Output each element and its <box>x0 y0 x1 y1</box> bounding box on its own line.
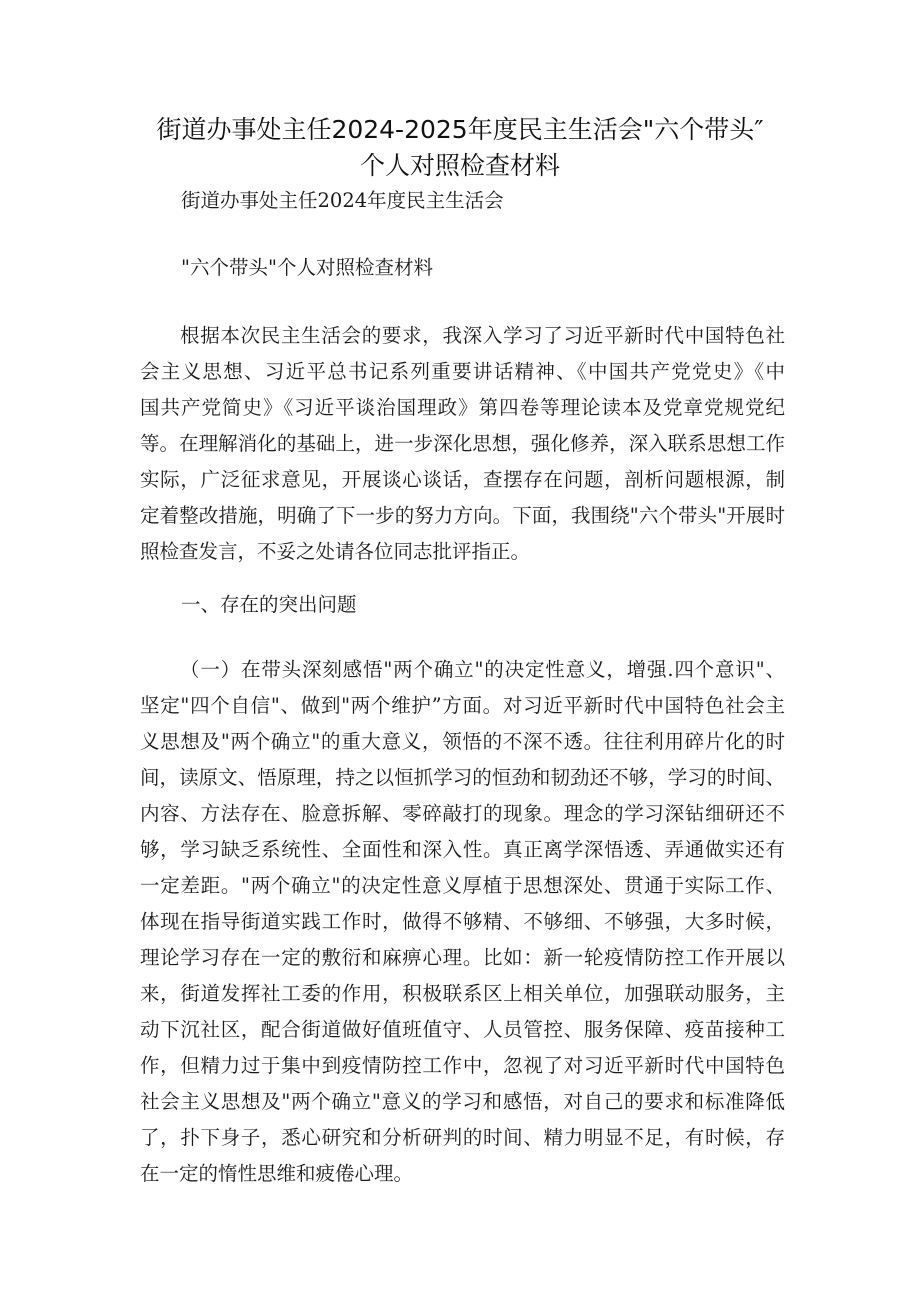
section-heading: 一、存在的突出问题 <box>181 593 357 616</box>
subsection-1-paragraph <box>140 652 785 1192</box>
subsection-line: 来，街道发挥社工委的作用，积极联系区上相关单位，加强联动服务，主 <box>140 982 785 1005</box>
intro-paragraph <box>140 318 785 570</box>
subsection-line: 够，学习缺乏系统性、全面性和深入性。真正离学深悟透、弄通做实还有 <box>140 838 785 861</box>
intro-line: 会主义思想、习近平总书记系列重要讲话精神、《中国共产党党史》《中 <box>140 360 785 383</box>
subsection-line: 间，读原文、悟原理，持之以恒抓学习的恒劲和韧劲还不够，学习的时间、 <box>140 766 785 789</box>
subsection-line: 一定差距。"两个确立"的决定性意义厚植于思想深处、贯通于实际工作、 <box>140 874 785 897</box>
intro-line: 根据本次民主生活会的要求，我深入学习了习近平新时代中国特色社 <box>180 324 785 347</box>
subsection-line: 体现在指导街道实践工作时，做得不够精、不够细、不够强，大多时候， <box>140 910 785 933</box>
subsection-line: 义思想及"两个确立"的重大意义，领悟的不深不透。往往利用碎片化的时 <box>140 730 785 753</box>
subsection-line: 在一定的惰性思维和疲倦心理。 <box>140 1162 414 1185</box>
subsection-line: 作，但精力过于集中到疫情防控工作中，忽视了对习近平新时代中国特色 <box>140 1054 785 1077</box>
intro-line: 实际，广泛征求意见，开展谈心谈话，查摆存在问题，剖析问题根源，制 <box>140 468 785 491</box>
document-title-line-1: 街道办事处主任2024-2025年度民主生活会"六个带头″ <box>156 115 764 144</box>
intro-line: 照检查发言，不妥之处请各位同志批评指正。 <box>140 540 531 563</box>
subsection-line: 理论学习存在一定的敷衍和麻痹心理。比如：新一轮疫情防控工作开展以 <box>140 946 785 969</box>
subsection-line: 内容、方法存在、脸意拆解、零碎敲打的现象。理念的学习深钻细研还不 <box>140 802 785 825</box>
subtitle-line-2: "六个带头"个人对照检查材料 <box>181 256 433 279</box>
subtitle-line-1: 街道办事处主任2024年度民主生活会 <box>181 189 504 212</box>
subsection-line: 坚定"四个自信"、做到"两个维护”方面。对习近平新时代中国特色社会主 <box>140 694 785 717</box>
intro-line: 定着整改措施，明确了下一步的努力方向。下面，我围绕"六个带头"开展时 <box>140 504 785 527</box>
subsection-line: 动下沉社区，配合街道做好值班值守、人员管控、服务保障、疫苗接种工 <box>140 1018 785 1041</box>
intro-line: 等。在理解消化的基础上，进一步深化思想，强化修养，深入联系思想工作 <box>140 432 785 455</box>
subsection-line: 社会主义思想及"两个确立"意义的学习和感悟，对自己的要求和标准降低 <box>140 1090 785 1113</box>
subsection-line: 了，扑下身子，悉心研究和分析研判的时间、精力明显不足，有时候，存 <box>140 1126 785 1149</box>
intro-line: 国共产党简史》《习近平谈治国理政》第四卷等理论读本及党章党规党纪 <box>140 396 785 419</box>
document-title-line-2: 个人对照检查材料 <box>359 151 560 180</box>
subsection-line: （一）在带头深刻感悟"两个确立"的决定性意义，增强.四个意识"、 <box>180 658 785 681</box>
